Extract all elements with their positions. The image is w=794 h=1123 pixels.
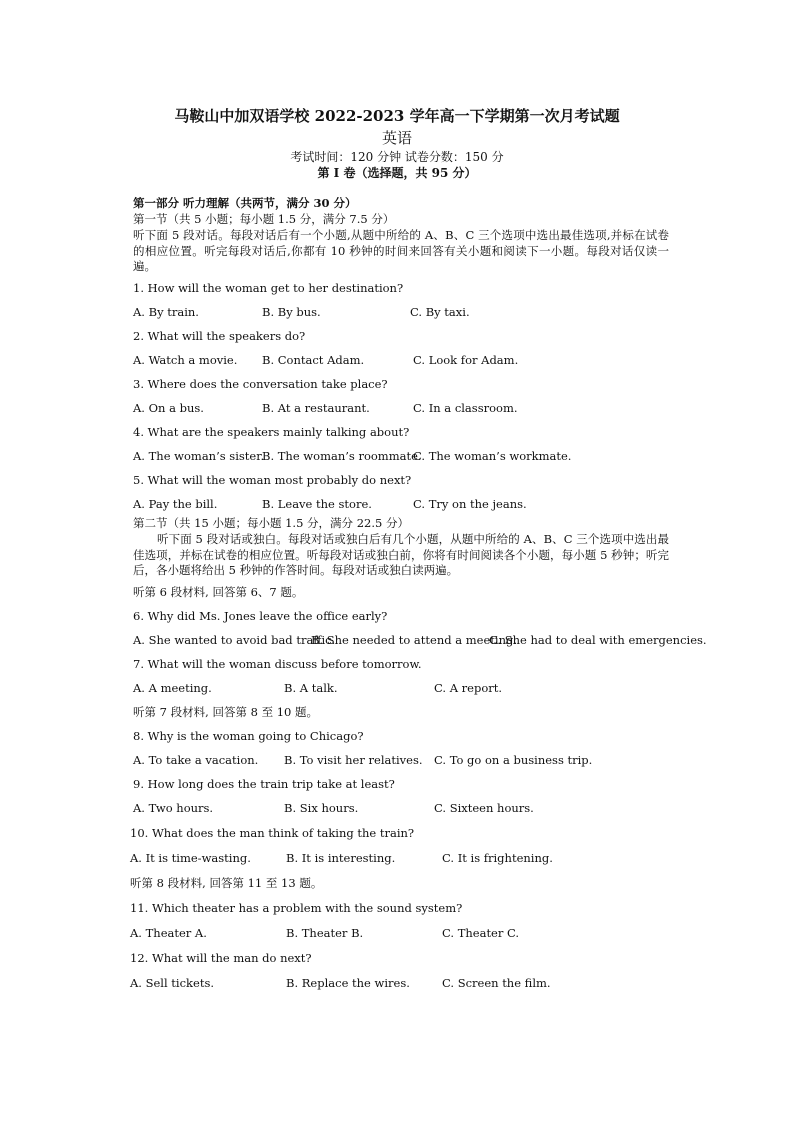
q6-option-c: C. She had to deal with emergencies.: [489, 633, 707, 647]
q11-option-b: B. Theater B.: [286, 926, 364, 940]
q1-option-b: B. By bus.: [262, 305, 321, 319]
section2-instructions: 听下面 5 段对话或独白。每段对话或独白后有几个小题，从题中所给的 A、B、C 三个选项中选出最佳选项，并标在试卷的相应位置。听每段对话或独白前，你将有时间阅读各个小题，每小题 5 秒钟；听完后，各小题将给出 5 秒钟的作答时间。每段对话或独白读两遍。: [133, 532, 669, 577]
q7-option-b: B. A talk.: [284, 681, 338, 695]
exam-subject: 英语: [381, 129, 412, 147]
question-8: 8. Why is the woman going to Chicago?: [133, 729, 364, 743]
q9-option-a: A. Two hours.: [133, 801, 214, 815]
q12-option-c: C. Screen the film.: [442, 976, 551, 990]
q4-option-c: C. The woman’s workmate.: [413, 449, 572, 463]
section1-instructions: 听下面 5 段对话。每段对话后有一个小题,从题中所给的 A、B、C 三个选项中选出最佳选项,并标在试卷的相应位置。听完每段对话后,你都有 10 秒钟的时间来回答有关小题和阅读下一小题。每段对话仅读一遍。: [133, 228, 669, 273]
question-4: 4. What are the speakers mainly talking about?: [133, 425, 410, 439]
q8-option-b: B. To visit her relatives.: [284, 753, 423, 767]
q11-option-c: C. Theater C.: [442, 926, 520, 940]
q2-option-c: C. Look for Adam.: [413, 353, 519, 367]
q10-option-c: C. It is frightening.: [442, 851, 553, 865]
q6-option-b: B. She needed to attend a meeting.: [311, 633, 517, 647]
q2-option-b: B. Contact Adam.: [262, 353, 365, 367]
q6-option-a: A. She wanted to avoid bad traffic.: [133, 633, 336, 647]
q10-option-b: B. It is interesting.: [286, 851, 396, 865]
q12-option-a: A. Sell tickets.: [130, 976, 215, 990]
q7-option-c: C. A report.: [434, 681, 503, 695]
q11-option-a: A. Theater A.: [130, 926, 207, 940]
question-12: 12. What will the man do next?: [130, 951, 312, 965]
q3-option-b: B. At a restaurant.: [262, 401, 370, 415]
q8-option-a: A. To take a vacation.: [133, 753, 259, 767]
question-3: 3. Where does the conversation take place?: [133, 377, 388, 391]
question-5: 5. What will the woman most probably do next?: [133, 473, 412, 487]
question-7: 7. What will the woman discuss before tomorrow.: [133, 657, 422, 671]
q3-option-a: A. On a bus.: [133, 401, 204, 415]
question-10: 10. What does the man think of taking the train?: [130, 826, 415, 840]
question-11: 11. Which theater has a problem with the sound system?: [130, 901, 463, 915]
q5-option-a: A. Pay the bill.: [133, 497, 218, 511]
q4-option-b: B. The woman’s roommate.: [262, 449, 422, 463]
question-6: 6. Why did Ms. Jones leave the office early?: [133, 609, 388, 623]
q1-option-a: A. By train.: [133, 305, 199, 319]
q4-option-a: A. The woman’s sister.: [133, 449, 265, 463]
question-9: 9. How long does the train trip take at least?: [133, 777, 395, 791]
q10-option-a: A. It is time-wasting.: [130, 851, 251, 865]
part1-heading: 第一部分 听力理解（共两节，满分 30 分）: [133, 196, 357, 210]
q1-option-c: C. By taxi.: [410, 305, 470, 319]
material-note-6: 听第 6 段材料, 回答第 6、7 题。: [133, 585, 304, 599]
q2-option-a: A. Watch a movie.: [133, 353, 238, 367]
q5-option-b: B. Leave the store.: [262, 497, 372, 511]
question-2: 2. What will the speakers do?: [133, 329, 306, 343]
question-1: 1. How will the woman get to her destination?: [133, 281, 404, 295]
q7-option-a: A. A meeting.: [133, 681, 212, 695]
q12-option-b: B. Replace the wires.: [286, 976, 410, 990]
q9-option-c: C. Sixteen hours.: [434, 801, 534, 815]
section1-heading: 第一节（共 5 小题；每小题 1.5 分，满分 7.5 分）: [133, 212, 395, 226]
material-note-8: 听第 8 段材料, 回答第 11 至 13 题。: [130, 876, 323, 890]
material-note-7: 听第 7 段材料, 回答第 8 至 10 题。: [133, 705, 319, 719]
section2-heading: 第二节（共 15 小题；每小题 1.5 分，满分 22.5 分）: [133, 516, 409, 530]
q8-option-c: C. To go on a business trip.: [434, 753, 593, 767]
q5-option-c: C. Try on the jeans.: [413, 497, 527, 511]
exam-title: 马鞍山中加双语学校 2022-2023 学年高一下学期第一次月考试题: [174, 107, 620, 125]
q3-option-c: C. In a classroom.: [413, 401, 518, 415]
q9-option-b: B. Six hours.: [284, 801, 359, 815]
exam-meta: 考试时间：120 分钟 试卷分数：150 分: [290, 150, 504, 164]
volume-heading: 第 I 卷（选择题，共 95 分）: [317, 166, 477, 180]
